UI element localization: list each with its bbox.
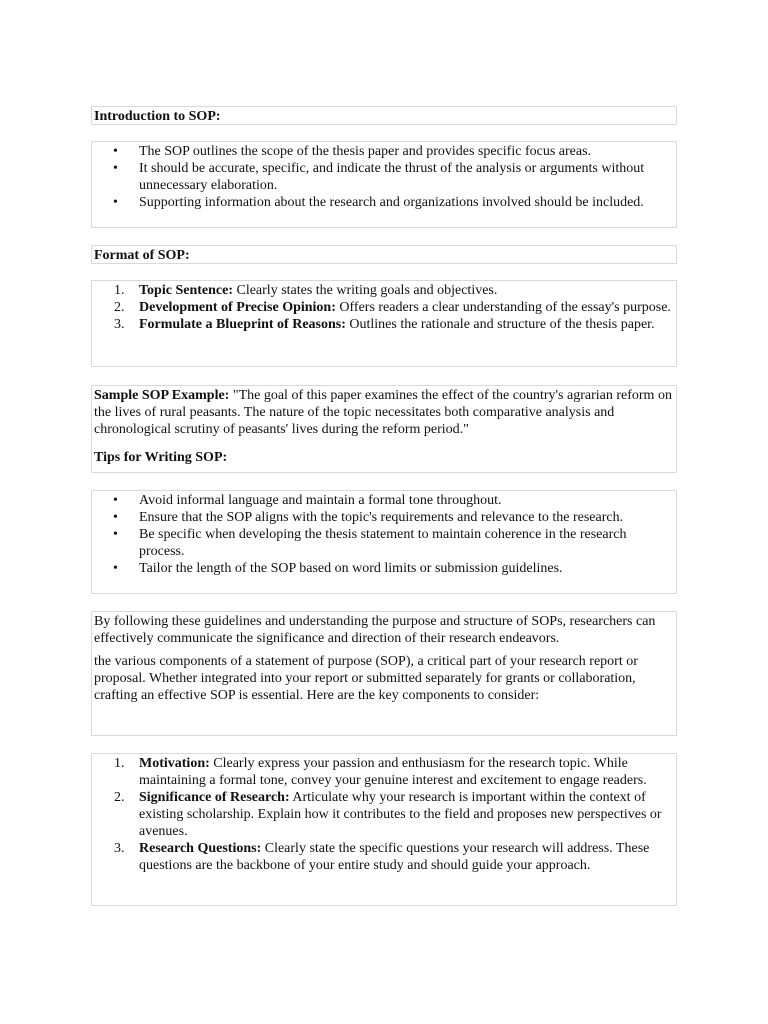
intro-bullet-list xyxy=(92,143,676,211)
conclusion-box xyxy=(91,611,677,736)
conclusion-paragraph-2: the various components of a statement of purpose (SOP), a critical part of your research report or proposal. Whether integrated into your report or submitted separately for grants or collaboration, crafting an effective SOP is essential. Here are the key components to consider: xyxy=(94,654,638,703)
list-item: • Supporting information about the research and organizations involved should be included. xyxy=(139,194,672,211)
list-item: • Be specific when developing the thesis statement to maintain coherence in the research process. xyxy=(139,526,672,560)
list-item xyxy=(114,316,672,333)
list-item xyxy=(114,282,672,299)
format-heading: Format of SOP: xyxy=(94,248,190,263)
format-list-box xyxy=(91,280,677,367)
list-text: Offers readers a clear understanding of the essay's purpose. xyxy=(335,300,671,315)
list-item xyxy=(114,789,672,840)
list-term: Topic Sentence: xyxy=(139,283,233,298)
list-item xyxy=(114,299,672,316)
intro-heading-box xyxy=(91,106,677,125)
sample-text: "The goal of this paper examines the effect of the country's agrarian reform on the lives of rural peasants. The nature of the topic necessitates both comparative analysis and chronological scrutiny of peasants' lives during the reform period." xyxy=(94,388,672,437)
list-text: Clearly express your passion and enthusiasm for the research topic. While maintaining a formal tone, convey your genuine interest and excitement to engage readers. xyxy=(139,756,647,788)
list-number: 1. xyxy=(114,283,125,298)
tips-bullet-list xyxy=(92,492,676,577)
list-number: 2. xyxy=(114,300,125,315)
components-numbered-list xyxy=(92,755,676,874)
format-heading-box xyxy=(91,245,677,264)
list-item xyxy=(114,840,672,874)
tips-bullets-box xyxy=(91,490,677,594)
sample-box xyxy=(91,385,677,473)
list-item xyxy=(114,755,672,789)
list-term: Development of Precise Opinion: xyxy=(139,300,336,315)
list-item: • Ensure that the SOP aligns with the topic's requirements and relevance to the research. xyxy=(139,509,672,526)
tips-heading: Tips for Writing SOP: xyxy=(94,450,228,465)
list-term: Motivation: xyxy=(139,756,210,771)
sample-paragraph xyxy=(92,387,676,438)
list-term: Research Questions: xyxy=(139,841,262,856)
list-term: Formulate a Blueprint of Reasons: xyxy=(139,317,346,332)
list-text: Clearly state the specific questions your research will address. These questions are the backbone of your entire study and should guide your approach. xyxy=(139,841,650,873)
components-list-box xyxy=(91,753,677,906)
list-number: 3. xyxy=(114,841,125,856)
list-item: • It should be accurate, specific, and indicate the thrust of the analysis or arguments without unnecessary elaboration. xyxy=(139,160,672,194)
intro-heading: Introduction to SOP: xyxy=(94,109,221,124)
list-item: • Tailor the length of the SOP based on word limits or submission guidelines. xyxy=(139,560,672,577)
list-number: 2. xyxy=(114,790,125,805)
sample-term: Sample SOP Example: xyxy=(94,388,230,403)
list-item: • The SOP outlines the scope of the thesis paper and provides specific focus areas. xyxy=(139,143,672,160)
intro-bullets-box xyxy=(91,141,677,228)
list-text: Outlines the rationale and structure of the thesis paper. xyxy=(345,317,655,332)
list-number: 3. xyxy=(114,317,125,332)
list-item: • Avoid informal language and maintain a formal tone throughout. xyxy=(139,492,672,509)
list-text: Articulate why your research is important within the context of existing scholarship. Explain how it contributes to the field and proposes new perspectives or avenues. xyxy=(139,790,662,839)
list-term: Significance of Research: xyxy=(139,790,290,805)
conclusion-paragraph-1: By following these guidelines and understanding the purpose and structure of SOPs, researchers can effectively communicate the significance and direction of their research endeavors. xyxy=(94,614,656,646)
format-numbered-list xyxy=(92,282,676,333)
list-number: 1. xyxy=(114,756,125,771)
list-text: Clearly states the writing goals and objectives. xyxy=(232,283,498,298)
